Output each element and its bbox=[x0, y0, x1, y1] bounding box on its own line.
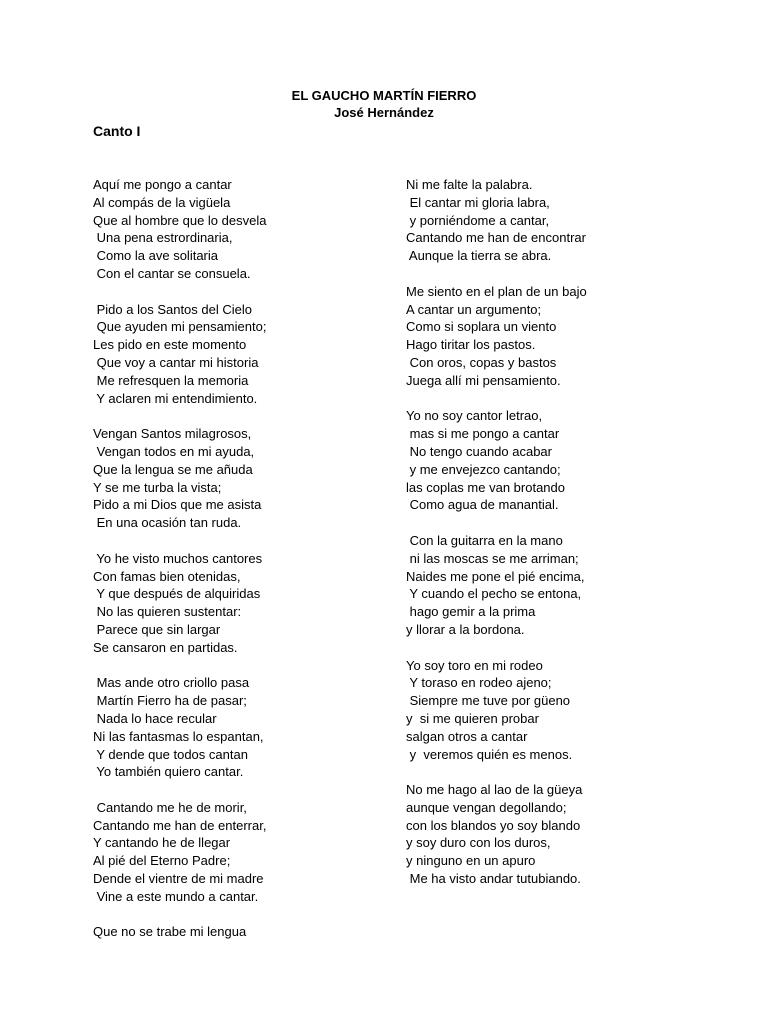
poem-line bbox=[93, 781, 393, 799]
poem-line: Que al hombre que lo desvela bbox=[93, 212, 267, 228]
poem-line: Nada lo hace recular bbox=[93, 710, 217, 726]
document-author: José Hernández bbox=[334, 105, 434, 120]
poem-line bbox=[406, 390, 706, 408]
poem-line: salgan otros a cantar bbox=[406, 728, 528, 744]
poem-line: mas si me pongo a cantar bbox=[406, 426, 560, 442]
poem-line: Mas ande otro criollo pasa bbox=[93, 675, 250, 691]
poem-line: y si me quieren probar bbox=[406, 710, 539, 726]
poem-line: Me ha visto andar tutubiando. bbox=[406, 871, 581, 887]
poem-line: Que no se trabe mi lengua bbox=[93, 924, 247, 940]
poem-line: Al compás de la vigüela bbox=[93, 194, 231, 210]
poem-line: Con famas bien otenidas, bbox=[93, 568, 241, 584]
poem-line: Una pena estrordinaria, bbox=[93, 230, 233, 246]
document-title: EL GAUCHO MARTÍN FIERRO bbox=[291, 88, 477, 103]
poem-line: No las quieren sustentar: bbox=[93, 604, 242, 620]
poem-line: Les pido en este momento bbox=[93, 337, 247, 353]
poem-line: Parece que sin largar bbox=[93, 621, 221, 637]
poem-line: En una ocasión tan ruda. bbox=[93, 515, 242, 531]
poem-line: Cantando me he de morir, bbox=[93, 799, 247, 815]
poem-line bbox=[406, 639, 706, 657]
poem-line bbox=[406, 514, 706, 532]
poem-line: Y se me turba la vista; bbox=[93, 479, 222, 495]
poem-line: Con la guitarra en la mano bbox=[406, 532, 563, 548]
poem-line: Naides me pone el pié encima, bbox=[406, 568, 585, 584]
poem-line bbox=[406, 265, 706, 283]
poem-line: Y que después de alquiridas bbox=[93, 586, 261, 602]
poem-line: y ninguno en un apuro bbox=[406, 853, 536, 869]
poem-line bbox=[93, 906, 393, 924]
poem-line: Vengan Santos milagrosos, bbox=[93, 426, 252, 442]
poem-line: Y cuando el pecho se entona, bbox=[406, 586, 582, 602]
poem-line bbox=[93, 283, 393, 301]
poem-line: Me siento en el plan de un bajo bbox=[406, 283, 587, 299]
poem-line: Dende el vientre de mi madre bbox=[93, 871, 264, 887]
poem-line: Con oros, copas y bastos bbox=[406, 354, 557, 370]
poem-line bbox=[93, 657, 393, 675]
poem-line: Yo soy toro en mi rodeo bbox=[406, 657, 543, 673]
poem-line: Que voy a cantar mi historia bbox=[93, 354, 259, 370]
poem-line: Como la ave solitaria bbox=[93, 248, 218, 264]
poem-line: Vengan todos en mi ayuda, bbox=[93, 443, 255, 459]
poem-line: Yo no soy cantor letrao, bbox=[406, 408, 543, 424]
poem-line: El cantar mi gloria labra, bbox=[406, 194, 550, 210]
poem-line: Como si soplara un viento bbox=[406, 319, 557, 335]
poem-line: Aquí me pongo a cantar bbox=[93, 177, 232, 192]
poem-line: Martín Fierro ha de pasar; bbox=[93, 693, 247, 709]
poem-column-right bbox=[406, 176, 706, 888]
poem-line: Y toraso en rodeo ajeno; bbox=[406, 675, 552, 691]
poem-line: Que la lengua se me añuda bbox=[93, 461, 253, 477]
poem-line: Que ayuden mi pensamiento; bbox=[93, 319, 267, 335]
poem-line: Y aclaren mi entendimiento. bbox=[93, 390, 258, 406]
poem-line: y soy duro con los duros, bbox=[406, 835, 551, 851]
poem-line: Pido a los Santos del Cielo bbox=[93, 301, 252, 317]
poem-line: Aunque la tierra se abra. bbox=[406, 248, 552, 264]
poem-line: y llorar a la bordona. bbox=[406, 621, 525, 637]
poem-line: Y dende que todos cantan bbox=[93, 746, 248, 762]
poem-line: hago gemir a la prima bbox=[406, 604, 536, 620]
poem-line: Cantando me han de enterrar, bbox=[93, 817, 267, 833]
poem-line: Cantando me han de encontrar bbox=[406, 230, 586, 246]
poem-line: aunque vengan degollando; bbox=[406, 799, 567, 815]
poem-line: A cantar un argumento; bbox=[406, 301, 542, 317]
poem-line: Al pié del Eterno Padre; bbox=[93, 853, 231, 869]
poem-line bbox=[93, 532, 393, 550]
poem-line: Como agua de manantial. bbox=[406, 497, 559, 513]
poem-line bbox=[406, 763, 706, 781]
poem-line bbox=[93, 407, 393, 425]
poem-line: Ni las fantasmas lo espantan, bbox=[93, 728, 264, 744]
section-heading: Canto I bbox=[93, 123, 141, 139]
poem-line: las coplas me van brotando bbox=[406, 479, 565, 495]
poem-line: con los blandos yo soy blando bbox=[406, 817, 581, 833]
poem-line: Ni me falte la palabra. bbox=[406, 177, 533, 192]
poem-line: Juega allí mi pensamiento. bbox=[406, 372, 561, 388]
poem-line: Yo he visto muchos cantores bbox=[93, 550, 263, 566]
poem-line: Hago tiritar los pastos. bbox=[406, 337, 536, 353]
poem-line: Yo también quiero cantar. bbox=[93, 764, 244, 780]
poem-line: Vine a este mundo a cantar. bbox=[93, 888, 259, 904]
poem-line: ni las moscas se me arriman; bbox=[406, 550, 579, 566]
poem-column-left bbox=[93, 176, 393, 941]
poem-line: Siempre me tuve por güeno bbox=[406, 693, 571, 709]
poem-line: Pido a mi Dios que me asista bbox=[93, 497, 262, 513]
poem-line: Con el cantar se consuela. bbox=[93, 265, 251, 281]
poem-line: Me refresquen la memoria bbox=[93, 372, 249, 388]
poem-line: y me envejezco cantando; bbox=[406, 461, 561, 477]
poem-line: No me hago al lao de la güeya bbox=[406, 782, 583, 798]
poem-line: Se cansaron en partidas. bbox=[93, 639, 238, 655]
poem-line: No tengo cuando acabar bbox=[406, 443, 552, 459]
poem-line: y veremos quién es menos. bbox=[406, 746, 573, 762]
poem-line: y porniéndome a cantar, bbox=[406, 212, 550, 228]
poem-line: Y cantando he de llegar bbox=[93, 835, 231, 851]
